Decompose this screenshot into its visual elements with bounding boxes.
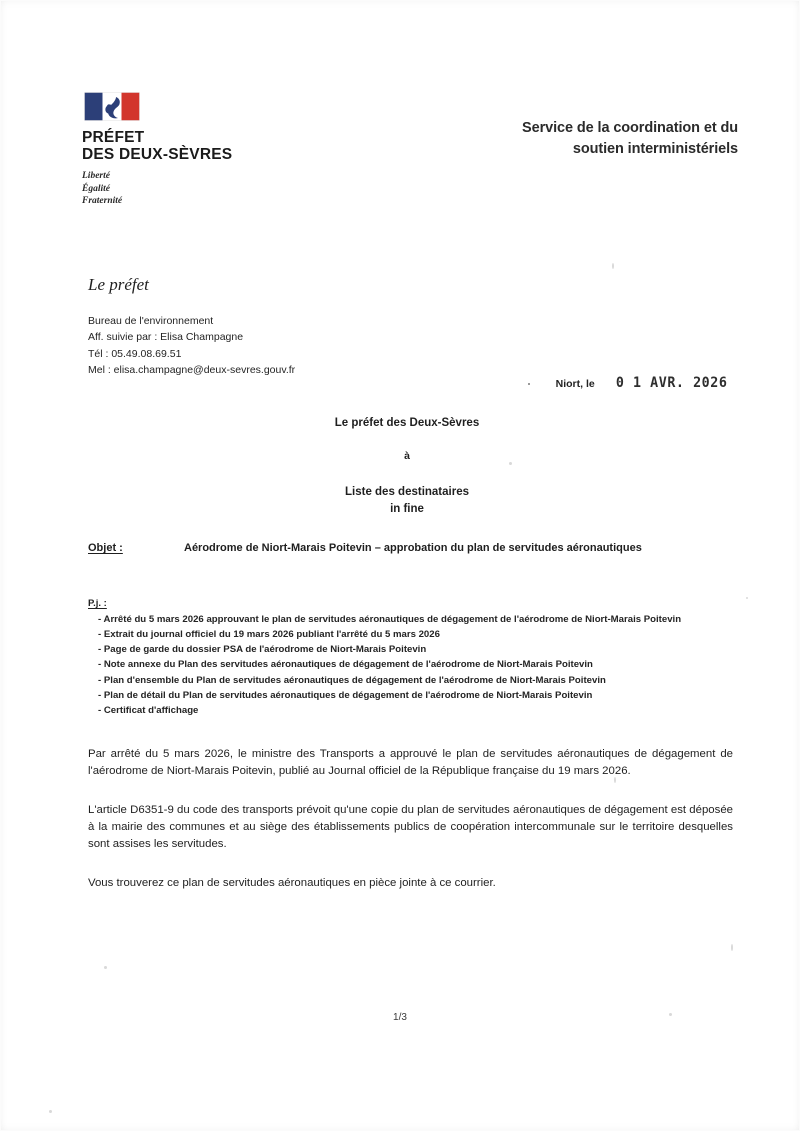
addressee-to-line2: in fine: [390, 503, 424, 516]
addressee-block: [0, 417, 800, 519]
addressee-to-line1: Liste des destinataires: [345, 486, 469, 498]
addressee-from: Le préfet des Deux-Sèvres: [334, 417, 480, 429]
date-place-label: Niort, le: [555, 378, 595, 390]
motto-egalite: Égalité: [82, 183, 110, 194]
scan-speck: [614, 777, 616, 783]
list-item: - Plan de détail du Plan de servitudes aéronautiques de dégagement de l'aérodrome de Niort-Marais Poitevin: [98, 688, 758, 703]
attachments-label: P.j. :: [88, 598, 107, 609]
prefect-title-line1: PRÉFET: [82, 129, 145, 146]
motto-fraternite: Fraternité: [82, 196, 123, 207]
list-item: - Extrait du journal officiel du 19 mars 2026 publiant l'arrêté du 5 mars 2026: [98, 627, 758, 642]
objet-row: [88, 542, 728, 554]
scan-speck: [669, 1013, 672, 1016]
sender-block: [88, 275, 418, 378]
addressee-connector: à: [404, 450, 410, 462]
scan-speck: [731, 944, 733, 951]
list-item: - Arrêté du 5 mars 2026 approuvant le plan de servitudes aéronautiques de dégagement de l'aérodrome de Niort-Marais Poitevin: [98, 612, 758, 627]
addressee-to: [14, 484, 800, 519]
scan-speck: [528, 383, 530, 385]
scan-speck: [746, 597, 748, 599]
republic-motto: [82, 170, 322, 208]
date-stamp: 0 1 AVR. 2026: [615, 375, 728, 391]
page-number: 1/3: [393, 1012, 407, 1023]
prefect-title-line2: DES DEUX-SÈVRES: [82, 146, 233, 164]
service-title-line2: soutien interministériels: [572, 140, 738, 157]
list-item: - Page de garde du dossier PSA de l'aérodrome de Niort-Marais Poitevin: [98, 642, 758, 657]
date-line: [556, 375, 732, 391]
body-paragraph-2: L'article D6351-9 du code des transports prévoit qu'une copie du plan de servitudes aéronautiques de dégagement est déposée à la mairie des communes et au siège des établissements publics de coopération intercommunale sur le territoire desquelles sont assises les servitudes.: [88, 803, 733, 851]
marianne-french-republic-icon: [84, 92, 140, 121]
list-item: - Note annexe du Plan des servitudes aéronautiques de dégagement de l'aérodrome de Niort-Marais Poitevin: [98, 657, 758, 672]
sender-role: Le préfet: [88, 275, 149, 294]
body-paragraph-1: Par arrêté du 5 mars 2026, le ministre des Transports a approuvé le plan de servitudes aéronautiques de dégagement de l'aérodrome de Niort-Marais Poitevin, publié au Journal officiel de la République française du 19 mars 2026.: [88, 748, 733, 778]
sender-case-officer: Aff. suivie par : Elisa Champagne: [88, 331, 244, 344]
scan-speck: [104, 966, 107, 969]
objet-label: Objet :: [88, 542, 123, 554]
motto-liberte: Liberté: [82, 170, 110, 181]
letter-body: [88, 746, 733, 892]
service-title-line1: Service de la coordination et du: [522, 120, 738, 136]
sender-bureau: Bureau de l'environnement: [88, 315, 214, 327]
letterhead: [82, 92, 322, 208]
list-item: - Certificat d'affichage: [98, 703, 758, 718]
prefect-title: [82, 129, 322, 164]
scan-speck: [49, 1110, 52, 1113]
sender-contact-lines: [88, 313, 418, 378]
attachments-list: [88, 612, 758, 718]
sender-email: Mel : elisa.champagne@deux-sevres.gouv.fr: [88, 363, 296, 376]
scan-speck: [612, 263, 614, 269]
list-item: - Plan d'ensemble du Plan de servitudes aéronautiques de dégagement de l'aérodrome de Niort-Marais Poitevin: [98, 673, 758, 688]
objet-text: Aérodrome de Niort-Marais Poitevin – approbation du plan de servitudes aéronautiques: [184, 542, 642, 554]
attachments-block: [88, 598, 758, 718]
sender-phone: Tél : 05.49.08.69.51: [88, 347, 182, 360]
scan-speck: [509, 462, 512, 465]
service-title: [408, 118, 738, 159]
body-paragraph-3: Vous trouverez ce plan de servitudes aéronautiques en pièce jointe à ce courrier.: [88, 876, 496, 889]
